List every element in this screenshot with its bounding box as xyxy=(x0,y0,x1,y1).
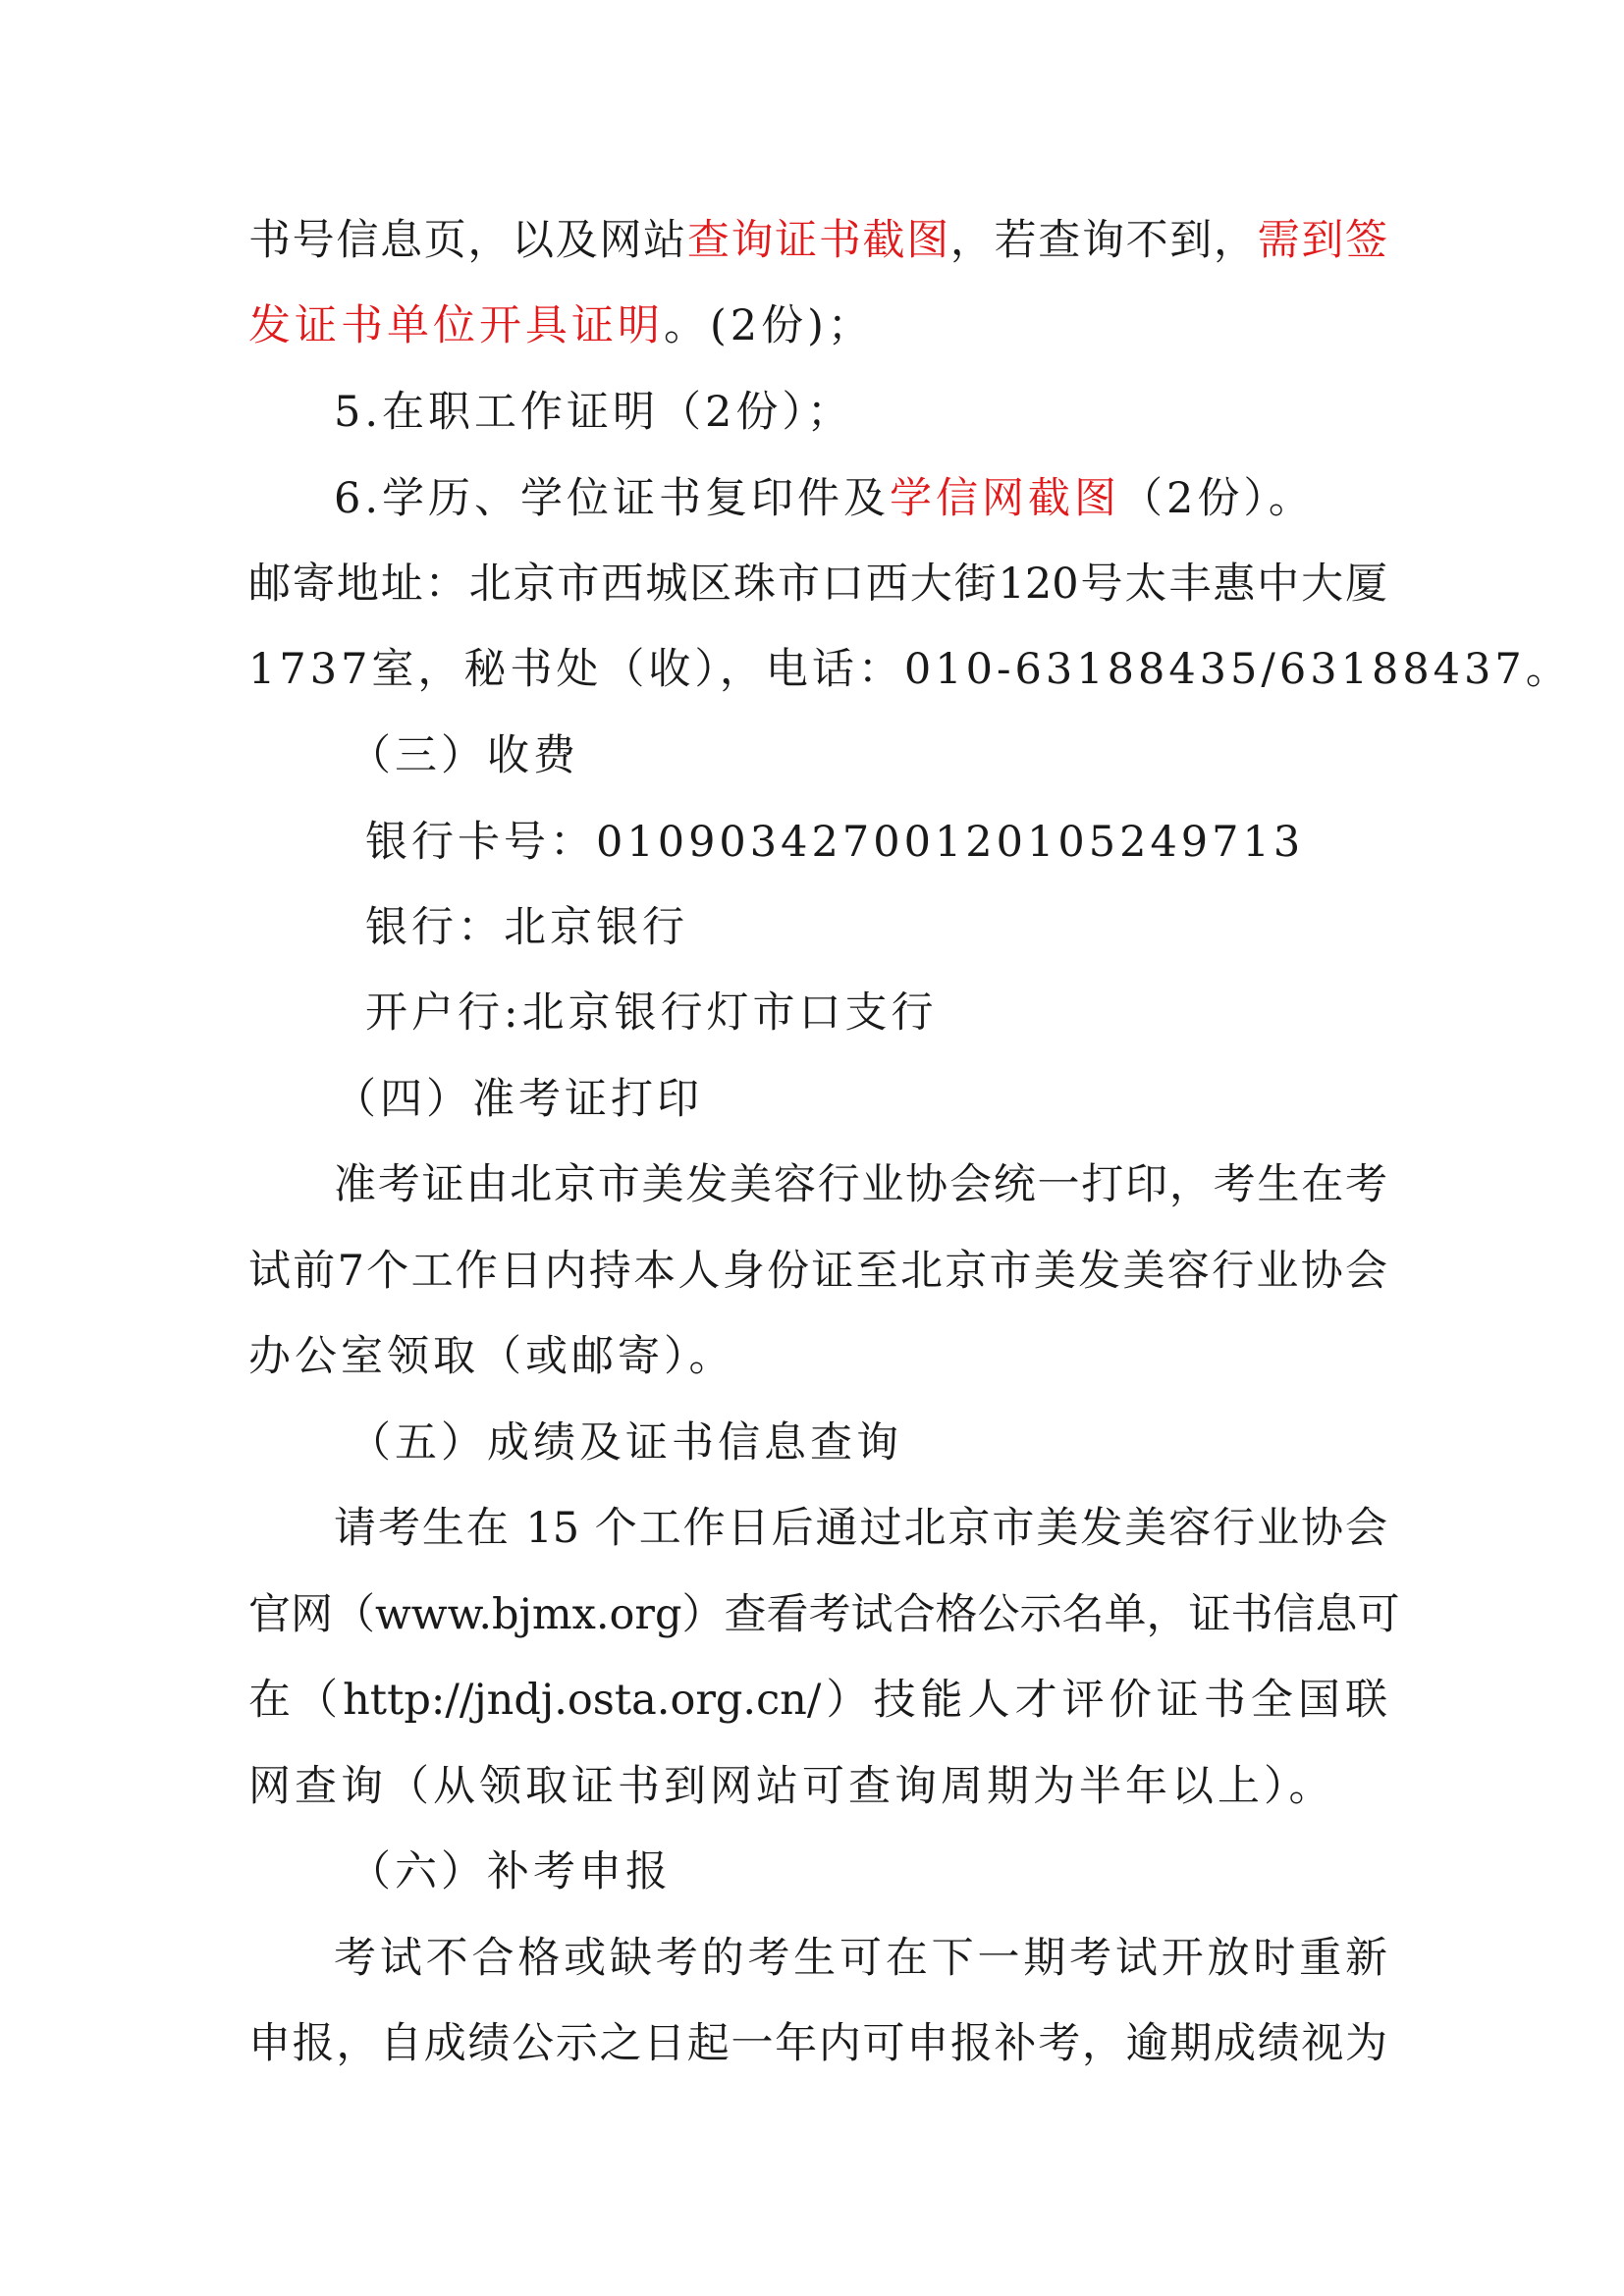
bank-branch: 开户行:北京银行灯市口支行 xyxy=(365,988,938,1038)
item4-text: ，若查询不到， xyxy=(949,216,1258,265)
item4-text: 。(2份)； xyxy=(664,301,874,350)
mail-address-line1: 邮寄地址：北京市西城区珠市口西大街120号太丰惠中大厦 xyxy=(248,560,1387,609)
section4-line1: 准考证由北京市美发美容行业协会统一打印，考生在考 xyxy=(334,1160,1387,1209)
item4-continuation-line2 xyxy=(248,296,874,355)
section5-heading: （五）成绩及证书信息查询 xyxy=(349,1418,902,1468)
section6-line2: 申报，自成绩公示之日起一年内可申报补考，逾期成绩视为 xyxy=(248,2019,1387,2068)
section6-heading: （六）补考申报 xyxy=(349,1847,672,1896)
item4-highlight-proof-cont: 发证书单位开具证明 xyxy=(248,301,664,350)
section4-heading: （四）准考证打印 xyxy=(334,1075,703,1124)
item4-highlight-screenshot: 查询证书截图 xyxy=(686,216,950,265)
section4-line3: 办公室领取（或邮寄）。 xyxy=(248,1332,735,1381)
item5-line: 5.在职工作证明（2份）； xyxy=(334,388,853,437)
bank-name: 银行：北京银行 xyxy=(365,903,688,952)
section3-heading: （三）收费 xyxy=(349,731,579,780)
item6-highlight: 学信网截图 xyxy=(890,474,1121,523)
item4-continuation-line1 xyxy=(248,211,1387,270)
item6-text: 6.学历、学位证书复印件及 xyxy=(334,474,891,523)
item6-line xyxy=(334,469,1315,528)
section5-line1: 请考生在 15 个工作日后通过北京市美发美容行业协会 xyxy=(334,1504,1387,1553)
bank-card-number: 银行卡号：01090342700120105249713 xyxy=(365,818,1305,867)
mail-address-line2: 1737室，秘书处（收），电话：010-63188435/63188437。 xyxy=(248,645,1572,694)
section4-line2: 试前7个工作日内持本人身份证至北京市美发美容行业协会 xyxy=(248,1247,1387,1296)
section5-line3: 在（http://jndj.osta.org.cn/）技能人才评价证书全国联 xyxy=(248,1676,1387,1725)
section6-line1: 考试不合格或缺考的考生可在下一期考试开放时重新 xyxy=(334,1934,1387,1983)
section5-line4: 网查询（从领取证书到网站可查询周期为半年以上）。 xyxy=(248,1762,1335,1811)
item4-highlight-proof: 需到签 xyxy=(1257,216,1388,265)
item6-text: （2份）。 xyxy=(1120,474,1315,523)
section5-line2: 官网（www.bjmx.org）查看考试合格公示名单，证书信息可 xyxy=(248,1590,1400,1639)
item4-text: 书号信息页，以及网站 xyxy=(248,216,687,265)
